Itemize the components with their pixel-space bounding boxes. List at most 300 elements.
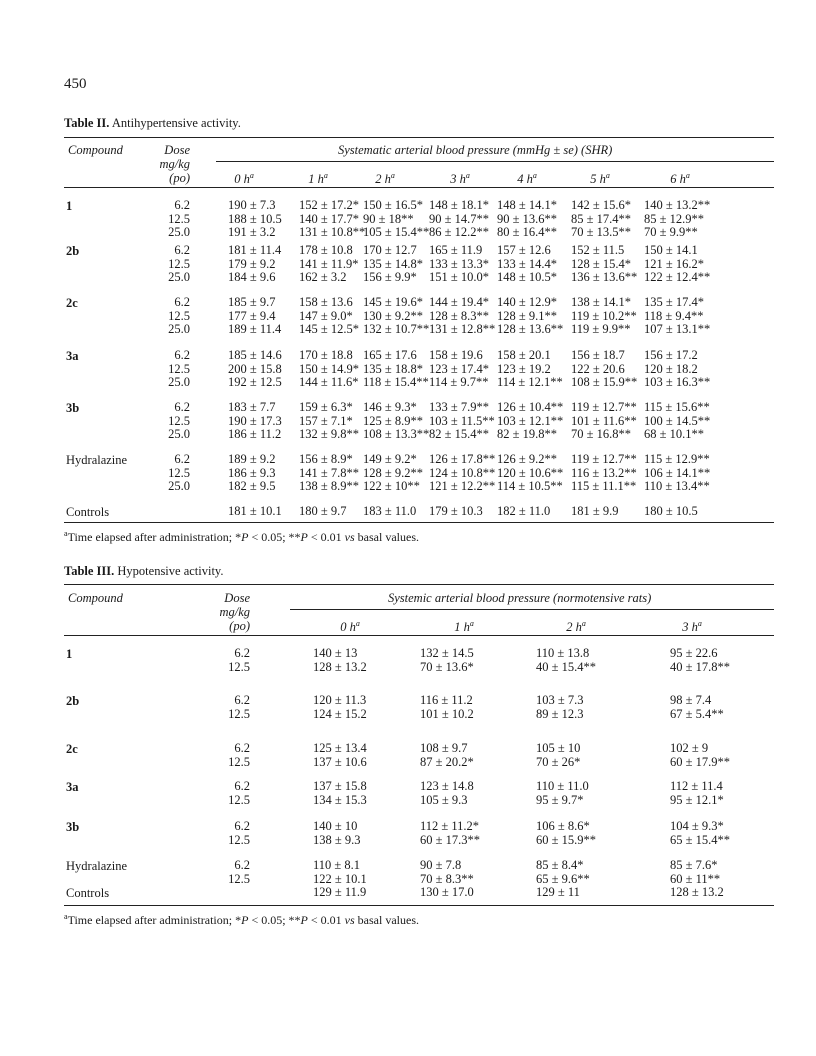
table-cell: 126 ± 9.2**: [497, 452, 557, 466]
dose-value: 6.2: [174, 198, 190, 212]
table-cell: 120 ± 18.2: [644, 361, 698, 376]
table-cell: 192 ± 12.5: [228, 375, 282, 389]
time-header-sup: a: [697, 619, 702, 628]
table-cell: 130 ± 17.0: [420, 885, 474, 899]
table-cell: 103 ± 12.1**: [497, 413, 564, 428]
time-header: [497, 169, 557, 186]
time-header: [214, 169, 274, 186]
dose-value: 12.5: [168, 465, 190, 480]
footnote-marker: a: [64, 529, 68, 538]
table-3-header-dose-line: Dose: [224, 591, 250, 605]
table-cell: 179 ± 9.2: [228, 256, 276, 271]
table-2-footnote: [64, 529, 419, 545]
time-header-label: 4 h: [517, 172, 533, 187]
table-cell: 189 ± 9.2: [228, 452, 276, 466]
table-cell: 65 ± 15.4**: [670, 832, 730, 847]
table-cell: 156 ± 17.2: [644, 348, 698, 362]
table-cell: 120 ± 11.3: [313, 693, 367, 707]
footnote-p: P: [241, 530, 249, 544]
table-cell: 128 ± 9.1**: [497, 308, 557, 323]
dose-value: 6.2: [174, 400, 190, 414]
table-cell: 70 ± 13.5**: [571, 225, 631, 239]
table-cell: 200 ± 15.8: [228, 361, 282, 376]
table-2-caption-label: Table II.: [64, 116, 110, 130]
table-cell: 157 ± 12.6: [497, 243, 551, 257]
dose-value: 12.5: [168, 256, 190, 271]
table-2-header-dose: [130, 143, 190, 185]
footnote-p: P: [300, 530, 308, 544]
table-cell: 121 ± 16.2*: [644, 256, 704, 271]
table-cell: 112 ± 11.4: [670, 779, 723, 793]
table-cell: 60 ± 15.9**: [536, 832, 596, 847]
table-cell: 156 ± 8.9*: [299, 452, 353, 466]
table-cell: 108 ± 13.3**: [363, 427, 430, 441]
compound-label: 1: [66, 647, 73, 661]
page-number: 450: [64, 76, 87, 92]
table-2-header-dose-line: (po): [169, 171, 190, 185]
dose-value: 6.2: [174, 452, 190, 466]
table-cell: 135 ± 18.8*: [363, 361, 423, 376]
footnote-text: basal values.: [354, 913, 419, 927]
table-cell: 70 ± 13.6*: [420, 659, 474, 674]
table-cell: 112 ± 11.2*: [420, 819, 480, 833]
table-cell: 102 ± 9: [670, 741, 709, 755]
table-cell: 152 ± 11.5: [571, 243, 625, 257]
dose-value: 6.2: [174, 348, 190, 362]
time-header-sup: a: [469, 619, 474, 628]
compound-label: 1: [66, 199, 73, 213]
table-cell: 150 ± 14.1: [644, 243, 698, 257]
table-cell: 128 ± 9.2**: [363, 465, 423, 480]
table-cell: 128 ± 13.2: [670, 885, 724, 899]
table-cell: 123 ± 19.2: [497, 361, 551, 376]
compound-label: 3b: [66, 820, 80, 834]
table-cell: 114 ± 12.1**: [497, 375, 563, 389]
table-cell: 186 ± 11.2: [228, 427, 282, 441]
dose-value: 12.5: [228, 706, 250, 721]
table-cell: 40 ± 17.8**: [670, 659, 730, 674]
dose-value: 12.5: [168, 361, 190, 376]
table-cell: 119 ± 12.7**: [571, 452, 637, 466]
table-cell: 122 ± 12.4**: [644, 270, 711, 284]
table-cell: 80 ± 16.4**: [497, 225, 557, 239]
table-cell: 105 ± 9.3: [420, 792, 468, 807]
table-cell: 138 ± 8.9**: [299, 479, 359, 493]
time-header: [288, 169, 348, 186]
table-cell: 60 ± 17.9**: [670, 754, 730, 769]
table-cell: 140 ± 13: [313, 646, 358, 660]
table-cell: 158 ± 19.6: [429, 348, 483, 362]
table-3-top-rule: [64, 584, 774, 585]
dose-value: 6.2: [174, 243, 190, 257]
table-cell: 181 ± 11.4: [228, 243, 282, 257]
compound-label: 2c: [66, 296, 78, 310]
table-cell: 156 ± 18.7: [571, 348, 625, 362]
table-cell: 118 ± 9.4**: [644, 308, 704, 323]
table-cell: 60 ± 17.3**: [420, 832, 480, 847]
time-header: [546, 617, 606, 634]
dose-value: 12.5: [228, 792, 250, 807]
dose-value: 6.2: [234, 858, 250, 872]
table-3-caption-text: Hypotensive activity.: [114, 564, 224, 578]
table-cell: 122 ± 20.6: [571, 361, 625, 376]
dose-value: 25.0: [168, 270, 190, 284]
table-cell: 136 ± 13.6**: [571, 270, 638, 284]
table-cell: 182 ± 11.0: [497, 504, 551, 518]
table-cell: 118 ± 15.4**: [363, 375, 429, 389]
footnote-text: < 0.01: [307, 530, 345, 544]
table-cell: 135 ± 14.8*: [363, 256, 423, 271]
table-cell: 133 ± 14.4*: [497, 256, 557, 271]
table-cell: 150 ± 14.9*: [299, 361, 359, 376]
compound-label: Hydralazine: [66, 453, 128, 467]
table-cell: 95 ± 22.6: [670, 646, 718, 660]
table-cell: 133 ± 13.3*: [429, 256, 489, 271]
table-cell: 183 ± 7.7: [228, 400, 276, 414]
table-cell: 119 ± 9.9**: [571, 322, 631, 336]
time-header-label: 1 h: [308, 172, 324, 187]
dose-value: 12.5: [228, 871, 250, 886]
time-header-label: 0 h: [234, 172, 250, 187]
table-cell: 181 ± 10.1: [228, 504, 282, 518]
table-3-header-span: Systemic arterial blood pressure (normotensive rats): [388, 591, 652, 605]
table-cell: 184 ± 9.6: [228, 270, 276, 284]
table-cell: 144 ± 11.6*: [299, 375, 359, 389]
footnote-text: < 0.05; **: [248, 913, 301, 927]
table-cell: 142 ± 15.6*: [571, 198, 631, 212]
table-cell: 131 ± 12.8**: [429, 322, 496, 336]
table-cell: 140 ± 12.9*: [497, 295, 557, 309]
table-cell: 40 ± 15.4**: [536, 659, 596, 674]
table-cell: 60 ± 11**: [670, 871, 721, 886]
table-cell: 108 ± 15.9**: [571, 375, 638, 389]
time-header-sup: a: [465, 171, 470, 180]
table-cell: 165 ± 11.9: [429, 243, 483, 257]
table-cell: 119 ± 12.7**: [571, 400, 637, 414]
table-cell: 129 ± 11: [536, 885, 580, 899]
dose-value: 6.2: [234, 741, 250, 755]
table-2-top-rule: [64, 137, 774, 138]
compound-label: 3a: [66, 780, 79, 794]
table-cell: 137 ± 15.8: [313, 779, 367, 793]
dose-value: 12.5: [228, 832, 250, 847]
dose-value: 25.0: [168, 225, 190, 239]
table-3-header-compound: Compound: [68, 591, 123, 605]
table-cell: 110 ± 8.1: [313, 858, 361, 872]
footnote-vs: vs: [344, 530, 355, 544]
time-header-sup: a: [532, 171, 537, 180]
table-cell: 106 ± 14.1**: [644, 465, 711, 480]
table-cell: 128 ± 15.4*: [571, 256, 631, 271]
table-cell: 124 ± 15.2: [313, 706, 367, 721]
table-2-header-compound: Compound: [68, 143, 123, 157]
footnote-p: P: [241, 913, 249, 927]
time-header-label: 3 h: [682, 620, 698, 635]
time-header-label: 6 h: [670, 172, 686, 187]
footnote-text: Time elapsed after administration; *: [67, 530, 242, 544]
table-cell: 101 ± 11.6**: [571, 413, 637, 428]
table-cell: 115 ± 11.1**: [571, 479, 637, 493]
table-cell: 158 ± 20.1: [497, 348, 551, 362]
table-cell: 148 ± 18.1*: [429, 198, 489, 212]
table-cell: 132 ± 9.8**: [299, 427, 359, 441]
table-3-header-dose: [190, 591, 250, 633]
table-cell: 157 ± 7.1*: [299, 413, 353, 428]
table-cell: 156 ± 9.9*: [363, 270, 417, 284]
table-cell: 110 ± 13.8: [536, 646, 590, 660]
compound-label: 3b: [66, 401, 80, 415]
table-cell: 132 ± 14.5: [420, 646, 474, 660]
table-2-caption-text: Antihypertensive activity.: [109, 116, 241, 130]
table-cell: 85 ± 12.9**: [644, 211, 704, 226]
table-cell: 138 ± 9.3: [313, 832, 361, 847]
table-cell: 180 ± 10.5: [644, 504, 698, 518]
time-header: [320, 617, 380, 634]
table-3-bottom-rule: [64, 905, 774, 906]
table-3-footnote: [64, 912, 419, 928]
table-cell: 124 ± 10.8**: [429, 465, 496, 480]
table-cell: 67 ± 5.4**: [670, 706, 724, 721]
footnote-text: basal values.: [354, 530, 419, 544]
table-cell: 108 ± 9.7: [420, 741, 468, 755]
table-cell: 170 ± 12.7: [363, 243, 417, 257]
table-cell: 178 ± 10.8: [299, 243, 353, 257]
table-3-header-rule: [64, 635, 774, 636]
table-cell: 186 ± 9.3: [228, 465, 276, 480]
table-cell: 116 ± 13.2**: [571, 465, 637, 480]
table-cell: 132 ± 10.7**: [363, 322, 430, 336]
table-cell: 110 ± 13.4**: [644, 479, 710, 493]
table-cell: 183 ± 11.0: [363, 504, 417, 518]
table-cell: 182 ± 9.5: [228, 479, 276, 493]
table-2-caption: [64, 116, 241, 131]
table-cell: 87 ± 20.2*: [420, 754, 474, 769]
compound-label: Controls: [66, 505, 110, 519]
table-cell: 146 ± 9.3*: [363, 400, 417, 414]
time-header-sup: a: [249, 171, 254, 180]
table-3-caption-label: Table III.: [64, 564, 115, 578]
table-cell: 129 ± 11.9: [313, 885, 367, 899]
table-cell: 115 ± 15.6**: [644, 400, 710, 414]
dose-value: 12.5: [168, 211, 190, 226]
table-cell: 134 ± 15.3: [313, 792, 367, 807]
table-cell: 116 ± 11.2: [420, 693, 473, 707]
table-cell: 70 ± 8.3**: [420, 871, 474, 886]
footnote-text: Time elapsed after administration; *: [67, 913, 242, 927]
table-cell: 121 ± 12.2**: [429, 479, 496, 493]
table-3-header-dose-line: (po): [229, 619, 250, 633]
time-header-label: 0 h: [340, 620, 356, 635]
table-cell: 122 ± 10**: [363, 479, 420, 493]
table-cell: 110 ± 11.0: [536, 779, 589, 793]
table-cell: 140 ± 17.7*: [299, 211, 359, 226]
dose-value: 25.0: [168, 427, 190, 441]
table-cell: 180 ± 9.7: [299, 504, 347, 518]
table-cell: 90 ± 7.8: [420, 858, 462, 872]
compound-label: 2c: [66, 742, 78, 756]
table-cell: 126 ± 10.4**: [497, 400, 564, 414]
table-cell: 115 ± 12.9**: [644, 452, 710, 466]
table-cell: 190 ± 7.3: [228, 198, 276, 212]
footnote-p: P: [300, 913, 308, 927]
table-cell: 82 ± 15.4**: [429, 427, 489, 441]
time-header: [430, 169, 490, 186]
table-cell: 159 ± 6.3*: [299, 400, 353, 414]
table-cell: 144 ± 19.4*: [429, 295, 489, 309]
table-cell: 123 ± 14.8: [420, 779, 474, 793]
table-cell: 101 ± 10.2: [420, 706, 474, 721]
table-cell: 133 ± 7.9**: [429, 400, 489, 414]
time-header: [662, 617, 722, 634]
table-cell: 188 ± 10.5: [228, 211, 282, 226]
compound-label: 3a: [66, 349, 79, 363]
table-cell: 107 ± 13.1**: [644, 322, 711, 336]
table-cell: 89 ± 12.3: [536, 706, 584, 721]
footnote-text: < 0.05; **: [248, 530, 301, 544]
footnote-text: < 0.01: [307, 913, 345, 927]
table-cell: 140 ± 10: [313, 819, 358, 833]
table-cell: 128 ± 8.3**: [429, 308, 489, 323]
table-cell: 105 ± 10: [536, 741, 581, 755]
table-cell: 145 ± 19.6*: [363, 295, 423, 309]
table-cell: 125 ± 13.4: [313, 741, 367, 755]
time-header-sup: a: [685, 171, 690, 180]
table-cell: 123 ± 17.4*: [429, 361, 489, 376]
table-cell: 191 ± 3.2: [228, 225, 276, 239]
table-cell: 190 ± 17.3: [228, 413, 282, 428]
table-cell: 147 ± 9.0*: [299, 308, 353, 323]
table-cell: 70 ± 9.9**: [644, 225, 698, 239]
table-cell: 70 ± 16.8**: [571, 427, 631, 441]
table-cell: 141 ± 11.9*: [299, 256, 359, 271]
table-cell: 152 ± 17.2*: [299, 198, 359, 212]
table-cell: 149 ± 9.2*: [363, 452, 417, 466]
table-cell: 85 ± 7.6*: [670, 858, 718, 872]
table-cell: 82 ± 19.8**: [497, 427, 557, 441]
time-header: [570, 169, 630, 186]
table-cell: 86 ± 12.2**: [429, 225, 489, 239]
table-cell: 70 ± 26*: [536, 754, 581, 769]
table-cell: 100 ± 14.5**: [644, 413, 711, 428]
time-header: [355, 169, 415, 186]
table-3-caption: [64, 564, 224, 579]
table-cell: 162 ± 3.2: [299, 270, 347, 284]
table-cell: 120 ± 10.6**: [497, 465, 564, 480]
table-cell: 122 ± 10.1: [313, 871, 367, 886]
table-cell: 90 ± 18**: [363, 211, 414, 226]
time-header-label: 1 h: [454, 620, 470, 635]
table-cell: 150 ± 16.5*: [363, 198, 423, 212]
table-cell: 151 ± 10.0*: [429, 270, 489, 284]
time-header-sup: a: [355, 619, 360, 628]
time-header-label: 2 h: [566, 620, 582, 635]
table-2-span-rule: [216, 161, 774, 162]
table-2-bottom-rule: [64, 522, 774, 523]
table-cell: 125 ± 8.9**: [363, 413, 423, 428]
footnote-vs: vs: [344, 913, 355, 927]
table-cell: 179 ± 10.3: [429, 504, 483, 518]
table-2-header-dose-line: Dose: [164, 143, 190, 157]
table-2-header-dose-line: mg/kg: [159, 157, 190, 171]
table-cell: 130 ± 9.2**: [363, 308, 423, 323]
dose-value: 6.2: [234, 646, 250, 660]
table-cell: 189 ± 11.4: [228, 322, 282, 336]
time-header-label: 3 h: [450, 172, 466, 187]
table-2-header-rule: [64, 187, 774, 188]
time-header-sup: a: [605, 171, 610, 180]
table-cell: 158 ± 13.6: [299, 295, 353, 309]
time-header-label: 2 h: [375, 172, 391, 187]
table-cell: 85 ± 17.4**: [571, 211, 631, 226]
table-cell: 114 ± 9.7**: [429, 375, 489, 389]
table-cell: 103 ± 11.5**: [429, 413, 495, 428]
compound-label: 2b: [66, 694, 80, 708]
table-cell: 141 ± 7.8**: [299, 465, 359, 480]
footnote-marker: a: [64, 912, 68, 921]
table-cell: 185 ± 9.7: [228, 295, 276, 309]
compound-label: Hydralazine: [66, 859, 128, 873]
table-cell: 137 ± 10.6: [313, 754, 367, 769]
table-cell: 128 ± 13.2: [313, 659, 367, 674]
dose-value: 6.2: [234, 819, 250, 833]
table-cell: 85 ± 8.4*: [536, 858, 584, 872]
table-cell: 177 ± 9.4: [228, 308, 276, 323]
time-header: [434, 617, 494, 634]
table-cell: 135 ± 17.4*: [644, 295, 704, 309]
time-header-label: 5 h: [590, 172, 606, 187]
dose-value: 12.5: [228, 754, 250, 769]
table-cell: 90 ± 13.6**: [497, 211, 557, 226]
table-cell: 105 ± 15.4**: [363, 225, 430, 239]
table-cell: 128 ± 13.6**: [497, 322, 564, 336]
time-header-sup: a: [323, 171, 328, 180]
table-3-span-rule: [290, 609, 774, 610]
table-cell: 90 ± 14.7**: [429, 211, 489, 226]
table-cell: 148 ± 14.1*: [497, 198, 557, 212]
time-header: [650, 169, 710, 186]
dose-value: 12.5: [228, 659, 250, 674]
table-cell: 170 ± 18.8: [299, 348, 353, 362]
dose-value: 6.2: [174, 295, 190, 309]
table-cell: 103 ± 16.3**: [644, 375, 711, 389]
dose-value: 6.2: [234, 779, 250, 793]
table-cell: 95 ± 12.1*: [670, 792, 724, 807]
table-cell: 103 ± 7.3: [536, 693, 584, 707]
table-cell: 95 ± 9.7*: [536, 792, 584, 807]
table-cell: 145 ± 12.5*: [299, 322, 359, 336]
table-2-header-span: Systematic arterial blood pressure (mmHg ± se) (SHR): [338, 143, 613, 157]
table-cell: 98 ± 7.4: [670, 693, 712, 707]
dose-value: 12.5: [168, 413, 190, 428]
table-cell: 106 ± 8.6*: [536, 819, 590, 833]
table-cell: 126 ± 17.8**: [429, 452, 496, 466]
table-cell: 148 ± 10.5*: [497, 270, 557, 284]
dose-value: 12.5: [168, 308, 190, 323]
compound-label: 2b: [66, 244, 80, 258]
time-header-sup: a: [581, 619, 586, 628]
table-cell: 181 ± 9.9: [571, 504, 619, 518]
table-cell: 185 ± 14.6: [228, 348, 282, 362]
table-cell: 131 ± 10.8**: [299, 225, 366, 239]
time-header-sup: a: [390, 171, 395, 180]
table-cell: 140 ± 13.2**: [644, 198, 711, 212]
dose-value: 6.2: [234, 693, 250, 707]
dose-value: 25.0: [168, 375, 190, 389]
compound-label: Controls: [66, 886, 110, 900]
table-cell: 119 ± 10.2**: [571, 308, 637, 323]
table-cell: 65 ± 9.6**: [536, 871, 590, 886]
table-cell: 165 ± 17.6: [363, 348, 417, 362]
